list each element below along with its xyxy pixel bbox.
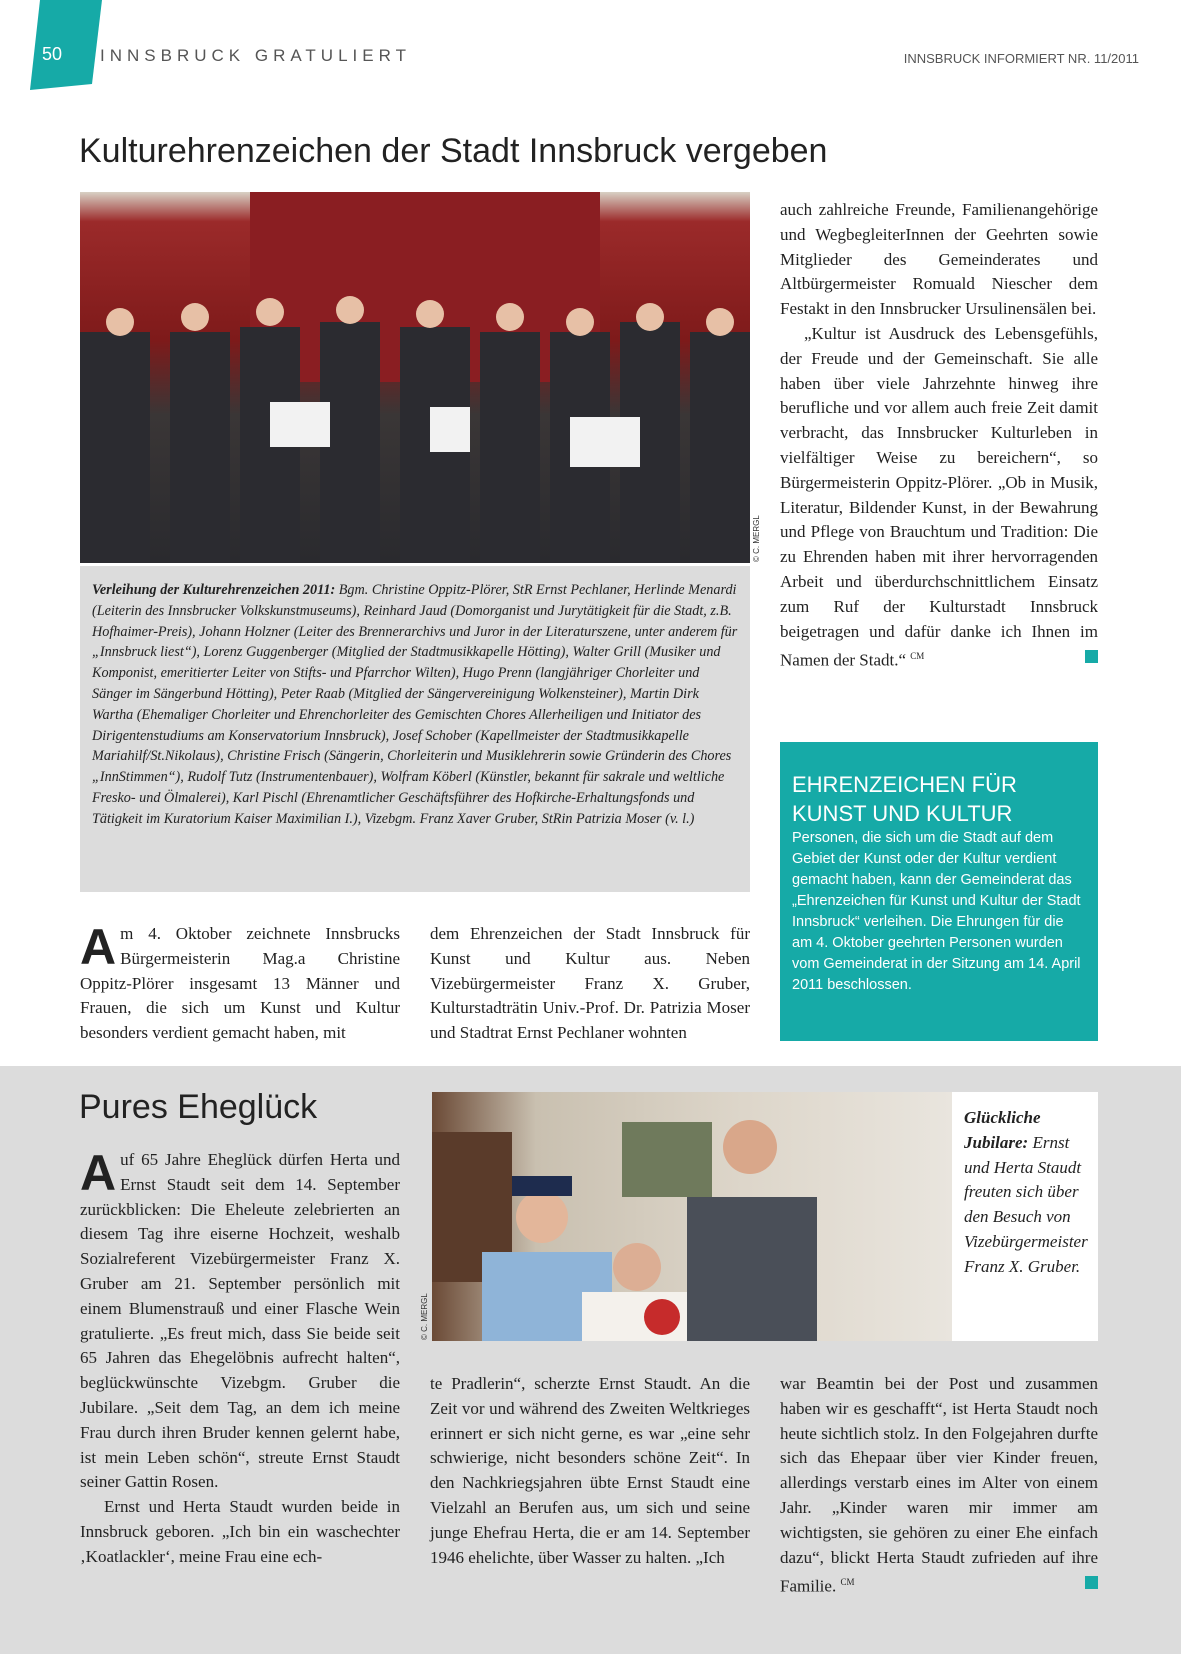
end-mark — [1085, 1576, 1098, 1589]
photo-credit: © C. MERGL — [420, 1293, 429, 1340]
end-mark — [1085, 650, 1098, 663]
photo-credit: © C. MERGL — [752, 515, 761, 562]
author-signature: CM — [840, 1577, 855, 1588]
magazine-issue: INNSBRUCK INFORMIERT NR. 11/2011 — [903, 51, 1139, 66]
caption-text: Ernst und Herta Staudt freuten sich über den Besuch von Vizebürgermeister Franz X. Gruber. — [964, 1132, 1088, 1276]
body-text: dem Ehrenzeichen der Stadt Innsbruck für Kunst und Kultur aus. Neben Vizebürgermeister Franz X. Gruber, Kulturstadträtin Univ.-Prof. Dr. Patrizia Moser und Stadtrat Ernst Pechlaner wohnten — [430, 924, 750, 1043]
body-text: te Pradlerin“, scherzte Ernst Staudt. An die Zeit vor und während des Zweiten Weltkrieges erinnert er sich nicht gerne, es war „eine sehr schwierige, nicht besonders schöne Zeit“. In den Nachkriegsjahren übte Ernst Staudt eine Vielzahl an Berufen aus, um sich und seine junge Ehefrau Herta, die er am 14. September 1946 ehelichte, über Wasser zu halten. „Ich — [430, 1374, 750, 1567]
article1-column-1 — [80, 919, 400, 1046]
paragraph-text: uf 65 Jahre Eheglück dürfen Herta und Ernst Staudt seit dem 14. September zurückblicken: Die Eheleute zelebrierten an diesem Tag ihre eiserne Hochzeit, weshalb Sozialreferent Vizebürgermeister Franz X. Gruber am 21. September persönlich mit einem Blumenstrauß und einer Flasche Wein gratulierte. „Es freut mich, dass Sie beide seit 65 Jahren das Ehegelöbnis aufrecht halten“, beglückwünschte Vizebgm. Gruber die Jubilare. „Seit dem Tag, an dem ich meine Frau durch ihren Bruder kennen gelernt habe, ist mein Leben schön“, streute Ernst Staudt seiner Gattin Rosen. — [80, 1150, 400, 1492]
author-signature: CM — [910, 651, 925, 662]
drop-cap: A — [80, 1145, 117, 1201]
caption-text: Bgm. Christine Oppitz-Plörer, StR Ernst Pechlaner, Herlinde Menardi (Leiterin des Innsbrucker Volkskunstmuseums), Reinhard Jaud (Domorganist und Jurytätigkeit für die Stadt, z.B. Hofhaimer-Preis), Johann Holzner (Leiter des Brennerarchivs und Juror in der Literaturszene, unter anderem für „Innsbruck liest“), Lorenz Guggenberger (Mitglied der Stadtmusikkapelle Hötting), Walter Grill (Musiker und Komponist, emeritierter Leiter von Stifts- und Pfarrchor Wilten), Hugo Prenn (langjähriger Chorleiter und Sänger im Sängerbund Hötting), Peter Raab (Mitglied der Sängervereinigung Wolkensteiner), Martin Dirk Wartha (Ehemaliger Chorleiter und Ehrenchorleiter des Gemischten Chores Allerheiligen und Initiator des Dirigentenstudiums am Konservatorium Innsbruck), Josef Schober (Kapellmeister der Stadtmusikkapelle Mariahilf/St.Nikolaus), Christine Frisch (Sängerin, Chorleiterin und Musiklehrerin sowie Gründerin des Chores „InnStimmen“), Rudolf Tutz (Instrumentenbauer), Wolfram Köberl (Künstler, bekannt für sakrale und weltliche Fresko- und Ölmalerei), Karl Pischl (Ehrenamtlicher Geschäftsführer des Hofkirche-Erhaltungsfonds und Tätigkeit im Kuratorium Kaiser Maximilian I.), Vizebgm. Franz Xaver Gruber, StRin Patrizia Moser (v. l.) — [92, 582, 738, 827]
paragraph-text: „Kultur ist Ausdruck des Lebensgefühls, der Freude und der Gemeinschaft. Sie alle haben über viele Jahrzehnte hinweg ihre berufliche und vor allem auch freie Zeit damit verbracht, das Innsbrucker Kulturleben in vielfältiger Weise zu bereichern“, so Bürgermeisterin Oppitz-Plörer. „Ob in Musik, Literatur, Bildender Kunst, in der Bewahrung und Pflege von Brauchtum und Tradition: Die zu Ehrenden haben mit ihrer hervorragenden Arbeit und überdurchschnittlichem Einsatz zum Ruf der Kulturstadt Innsbruck beigetragen und dafür danke ich Ihnen im Namen der Stadt.“ — [780, 323, 1098, 670]
article2-title: Pures Eheglück — [79, 1088, 318, 1126]
photo-caption — [952, 1092, 1098, 1341]
info-box-title: EHRENZEICHEN FÜR KUNST UND KULTUR — [792, 772, 1017, 826]
caption-lead: Verleihung der Kulturehrenzeichen 2011: — [92, 582, 336, 598]
article-title: Kulturehrenzeichen der Stadt Innsbruck vergeben — [79, 132, 828, 170]
article1-column-2 — [430, 922, 750, 1046]
caption-lead: Glückliche Jubilare: — [964, 1108, 1041, 1152]
jubilee-photo — [432, 1092, 952, 1341]
page-tab — [30, 0, 102, 90]
page-number: 50 — [42, 44, 63, 64]
info-box-text: Personen, die sich um die Stadt auf dem Gebiet der Kunst oder der Kultur verdient gemacht haben, kann der Gemeinderat das „Ehrenzeichen für Kunst und Kultur der Stadt Innsbruck“ verleihen. Die Ehrungen für die am 4. Oktober geehrten Personen wurden vom Gemeinderat in der Sitzung am 14. April 2011 beschlossen. — [792, 830, 1081, 993]
article1-column-3 — [780, 198, 1098, 674]
article2-column-2 — [430, 1372, 750, 1570]
body-text: war Beamtin bei der Post und zusammen haben wir es geschafft“, ist Herta Staudt noch heute sichtlich stolz. In den Folgejahren durfte sich das Ehepaar über vier Kinder freuen, allerdings verstarb eines im Alter von einem Jahr. „Kinder waren mir immer am wichtigsten, sie gehören zu einer Ehe einfach dazu“, blickt Herta Staudt zufrieden auf ihre Familie. — [780, 1374, 1098, 1597]
body-paragraph — [780, 322, 1098, 674]
body-paragraph: Ernst und Herta Staudt wurden beide in Innsbruck geboren. „Ich bin ein waschechter ‚Koatlackler‘, meine Frau eine ech- — [80, 1497, 400, 1566]
article2-column-1 — [80, 1145, 400, 1570]
body-text: m 4. Oktober zeichnete Innsbrucks Bürgermeisterin Mag.a Christine Oppitz-Plörer insgesamt 13 Männer und Frauen, die sich um Kunst und Kultur besonders verdient gemacht haben, mit — [80, 924, 400, 1043]
info-box — [780, 742, 1098, 1041]
photo-caption — [80, 566, 750, 892]
body-paragraph — [80, 1145, 400, 1495]
award-group-photo — [80, 192, 750, 563]
drop-cap: A — [80, 919, 117, 975]
section-title: INNSBRUCK GRATULIERT — [100, 46, 411, 65]
article2-column-3 — [780, 1372, 1098, 1600]
body-paragraph: auch zahlreiche Freunde, Familienangehörige und WegbegleiterInnen der Geehrten sowie Mitglieder des Gemeinderates und Altbürgermeister Romuald Niescher dem Festakt in den Innsbrucker Ursulinensälen bei. — [780, 200, 1098, 319]
